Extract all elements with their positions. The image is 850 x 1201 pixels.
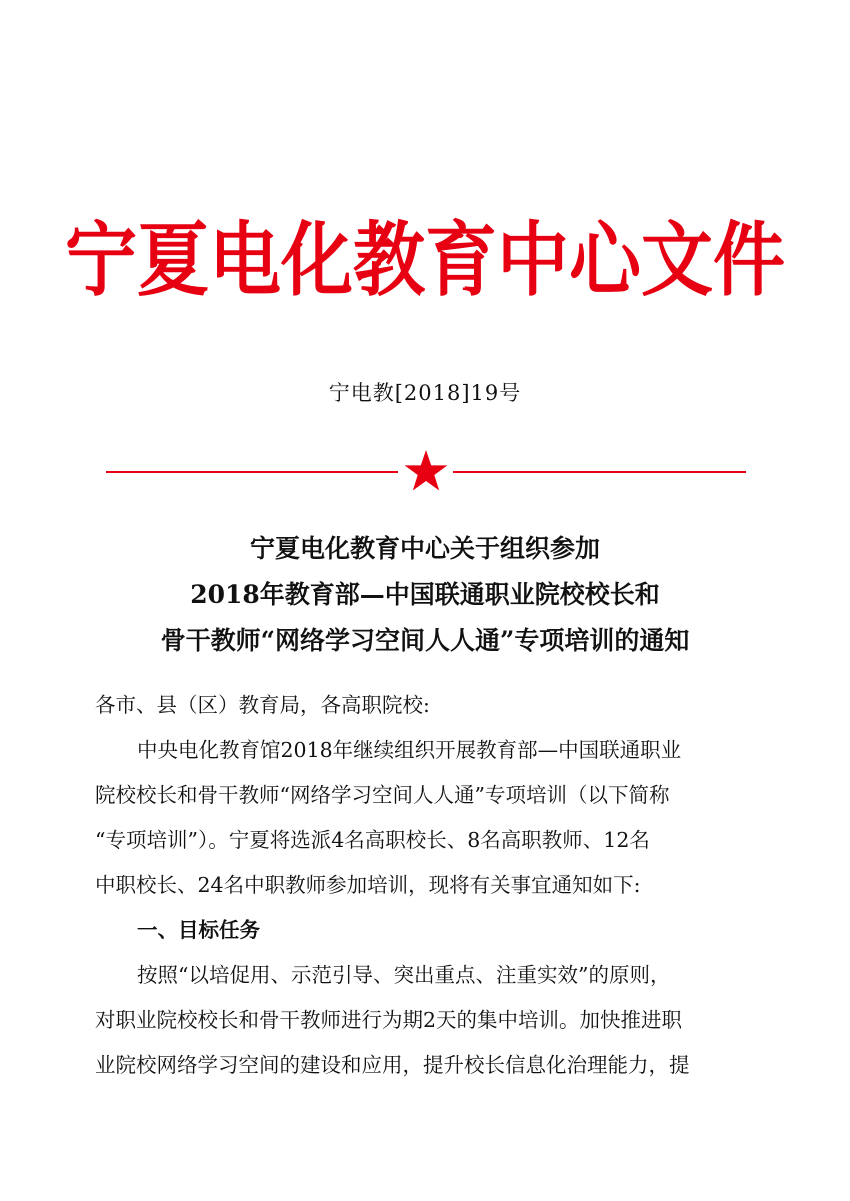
section-heading: 一、目标任务 xyxy=(137,918,260,942)
paragraph-line: 对职业院校校长和骨干教师进行为期2天的集中培训。加快推进职 xyxy=(95,1008,683,1032)
document-masthead: 宁夏电化教育中心文件 xyxy=(64,212,785,307)
paragraph-line: 中央电化教育馆2018年继续组织开展教育部—中国联通职业 xyxy=(137,738,682,762)
title-line: 骨干教师“网络学习空间人人通”专项培训的通知 xyxy=(160,626,690,655)
divider-rule-right xyxy=(453,471,746,473)
star-icon xyxy=(403,448,449,494)
divider-rule-left xyxy=(106,471,398,473)
notice-body xyxy=(95,683,757,1088)
paragraph-line: 业院校网络学习空间的建设和应用，提升校长信息化治理能力，提 xyxy=(95,1053,690,1077)
paragraph-line: 院校校长和骨干教师“网络学习空间人人通”专项培训（以下简称 xyxy=(95,783,670,807)
red-divider xyxy=(0,448,850,498)
paragraph-line: 中职校长、24名中职教师参加培训，现将有关事宜通知如下: xyxy=(95,873,641,897)
title-line: 2018年教育部—中国联通职业院校校长和 xyxy=(190,580,660,609)
paragraph-line: 按照“以培促用、示范引导、突出重点、注重实效”的原则， xyxy=(137,963,671,987)
salutation: 各市、县（区）教育局，各高职院校: xyxy=(95,693,430,717)
document-number: 宁电教[2018]19号 xyxy=(328,381,522,405)
paragraph-line: “专项培训”）。宁夏将选派4名高职校长、8名高职教师、12名 xyxy=(95,828,650,852)
title-line: 宁夏电化教育中心关于组织参加 xyxy=(249,534,600,563)
notice-title xyxy=(0,526,850,664)
